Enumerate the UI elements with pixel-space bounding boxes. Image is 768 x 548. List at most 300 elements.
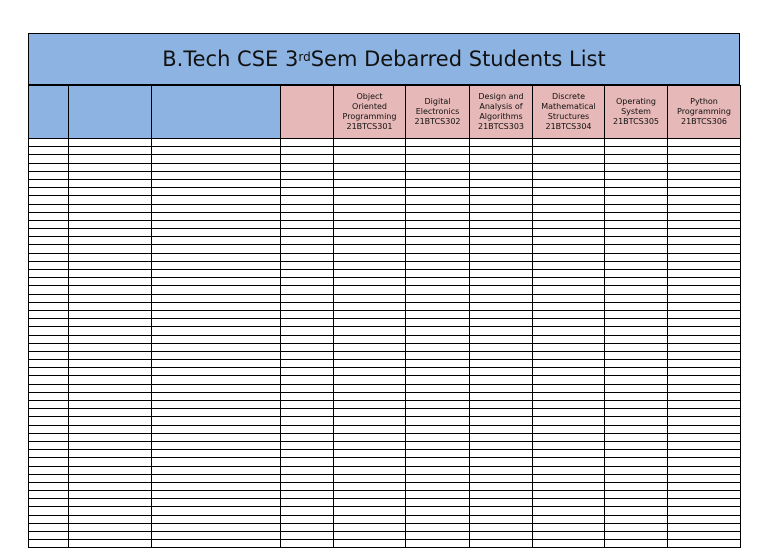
table-cell[interactable] <box>281 343 334 351</box>
table-cell[interactable] <box>406 270 470 278</box>
table-cell[interactable] <box>470 327 533 335</box>
table-cell[interactable] <box>668 270 741 278</box>
table-cell[interactable] <box>334 327 406 335</box>
table-cell[interactable] <box>406 441 470 449</box>
table-cell[interactable] <box>69 155 152 163</box>
table-cell[interactable] <box>605 441 668 449</box>
table-cell[interactable] <box>334 441 406 449</box>
table-cell[interactable] <box>69 147 152 155</box>
table-cell[interactable] <box>605 335 668 343</box>
table-cell[interactable] <box>470 360 533 368</box>
table-cell[interactable] <box>533 491 605 499</box>
table-cell[interactable] <box>69 482 152 490</box>
table-cell[interactable] <box>605 474 668 482</box>
table-cell[interactable] <box>668 229 741 237</box>
table-cell[interactable] <box>29 171 69 179</box>
table-cell[interactable] <box>29 327 69 335</box>
table-cell[interactable] <box>668 196 741 204</box>
table-cell[interactable] <box>533 310 605 318</box>
table-cell[interactable] <box>406 261 470 269</box>
table-cell[interactable] <box>470 270 533 278</box>
table-cell[interactable] <box>152 278 281 286</box>
table-cell[interactable] <box>668 220 741 228</box>
table-cell[interactable] <box>533 294 605 302</box>
table-cell[interactable] <box>533 319 605 327</box>
column-header-5[interactable] <box>406 86 470 139</box>
table-cell[interactable] <box>533 327 605 335</box>
table-cell[interactable] <box>29 147 69 155</box>
table-cell[interactable] <box>470 540 533 548</box>
table-cell[interactable] <box>281 294 334 302</box>
table-cell[interactable] <box>281 409 334 417</box>
table-cell[interactable] <box>69 278 152 286</box>
table-cell[interactable] <box>334 425 406 433</box>
table-cell[interactable] <box>668 466 741 474</box>
table-cell[interactable] <box>334 417 406 425</box>
table-cell[interactable] <box>470 188 533 196</box>
table-cell[interactable] <box>281 302 334 310</box>
table-cell[interactable] <box>470 491 533 499</box>
table-cell[interactable] <box>668 310 741 318</box>
table-cell[interactable] <box>470 237 533 245</box>
table-cell[interactable] <box>281 179 334 187</box>
table-cell[interactable] <box>29 384 69 392</box>
table-cell[interactable] <box>69 392 152 400</box>
table-cell[interactable] <box>470 376 533 384</box>
table-cell[interactable] <box>533 376 605 384</box>
table-cell[interactable] <box>470 392 533 400</box>
table-cell[interactable] <box>281 441 334 449</box>
column-header-3[interactable] <box>281 86 334 139</box>
table-cell[interactable] <box>281 491 334 499</box>
table-cell[interactable] <box>281 523 334 531</box>
table-cell[interactable] <box>406 319 470 327</box>
table-cell[interactable] <box>533 286 605 294</box>
table-cell[interactable] <box>605 310 668 318</box>
table-cell[interactable] <box>605 319 668 327</box>
table-cell[interactable] <box>406 417 470 425</box>
table-cell[interactable] <box>69 474 152 482</box>
table-cell[interactable] <box>533 433 605 441</box>
table-cell[interactable] <box>334 261 406 269</box>
table-cell[interactable] <box>533 499 605 507</box>
table-cell[interactable] <box>281 532 334 540</box>
table-cell[interactable] <box>470 343 533 351</box>
table-cell[interactable] <box>406 360 470 368</box>
table-cell[interactable] <box>69 310 152 318</box>
table-cell[interactable] <box>605 155 668 163</box>
table-cell[interactable] <box>533 392 605 400</box>
table-cell[interactable] <box>29 458 69 466</box>
table-cell[interactable] <box>334 212 406 220</box>
table-cell[interactable] <box>334 376 406 384</box>
table-cell[interactable] <box>605 163 668 171</box>
table-cell[interactable] <box>334 540 406 548</box>
table-cell[interactable] <box>533 171 605 179</box>
table-cell[interactable] <box>406 163 470 171</box>
table-cell[interactable] <box>152 499 281 507</box>
table-cell[interactable] <box>281 245 334 253</box>
table-cell[interactable] <box>152 229 281 237</box>
table-cell[interactable] <box>406 523 470 531</box>
table-cell[interactable] <box>152 482 281 490</box>
table-cell[interactable] <box>29 392 69 400</box>
table-cell[interactable] <box>29 507 69 515</box>
table-cell[interactable] <box>470 220 533 228</box>
table-cell[interactable] <box>605 376 668 384</box>
table-cell[interactable] <box>334 433 406 441</box>
table-cell[interactable] <box>29 179 69 187</box>
table-cell[interactable] <box>605 523 668 531</box>
table-cell[interactable] <box>281 351 334 359</box>
table-cell[interactable] <box>668 491 741 499</box>
table-cell[interactable] <box>406 532 470 540</box>
table-cell[interactable] <box>470 196 533 204</box>
column-header-6[interactable] <box>470 86 533 139</box>
table-cell[interactable] <box>152 368 281 376</box>
table-cell[interactable] <box>406 384 470 392</box>
table-cell[interactable] <box>406 392 470 400</box>
table-cell[interactable] <box>470 368 533 376</box>
table-cell[interactable] <box>334 302 406 310</box>
table-cell[interactable] <box>470 278 533 286</box>
table-cell[interactable] <box>281 204 334 212</box>
table-cell[interactable] <box>69 253 152 261</box>
table-cell[interactable] <box>668 286 741 294</box>
table-cell[interactable] <box>533 139 605 147</box>
table-cell[interactable] <box>281 466 334 474</box>
table-cell[interactable] <box>406 458 470 466</box>
table-cell[interactable] <box>605 499 668 507</box>
table-cell[interactable] <box>533 507 605 515</box>
table-cell[interactable] <box>334 450 406 458</box>
table-cell[interactable] <box>334 515 406 523</box>
table-cell[interactable] <box>334 245 406 253</box>
table-cell[interactable] <box>668 351 741 359</box>
table-cell[interactable] <box>470 466 533 474</box>
column-header-0[interactable] <box>29 86 69 139</box>
table-cell[interactable] <box>334 270 406 278</box>
table-cell[interactable] <box>406 278 470 286</box>
table-cell[interactable] <box>533 253 605 261</box>
table-cell[interactable] <box>29 310 69 318</box>
table-cell[interactable] <box>69 237 152 245</box>
table-cell[interactable] <box>69 409 152 417</box>
table-cell[interactable] <box>152 155 281 163</box>
table-cell[interactable] <box>668 507 741 515</box>
table-cell[interactable] <box>605 278 668 286</box>
table-cell[interactable] <box>69 351 152 359</box>
table-cell[interactable] <box>69 540 152 548</box>
table-cell[interactable] <box>69 515 152 523</box>
table-cell[interactable] <box>668 450 741 458</box>
table-cell[interactable] <box>605 401 668 409</box>
table-cell[interactable] <box>29 286 69 294</box>
table-cell[interactable] <box>605 384 668 392</box>
table-cell[interactable] <box>533 261 605 269</box>
table-cell[interactable] <box>334 163 406 171</box>
table-cell[interactable] <box>470 409 533 417</box>
table-cell[interactable] <box>29 540 69 548</box>
table-cell[interactable] <box>533 409 605 417</box>
table-cell[interactable] <box>605 466 668 474</box>
table-cell[interactable] <box>470 474 533 482</box>
table-cell[interactable] <box>69 384 152 392</box>
table-cell[interactable] <box>334 523 406 531</box>
table-cell[interactable] <box>533 196 605 204</box>
table-cell[interactable] <box>69 417 152 425</box>
table-cell[interactable] <box>69 245 152 253</box>
table-cell[interactable] <box>406 425 470 433</box>
table-cell[interactable] <box>470 319 533 327</box>
table-cell[interactable] <box>69 212 152 220</box>
table-cell[interactable] <box>334 351 406 359</box>
table-cell[interactable] <box>470 417 533 425</box>
table-cell[interactable] <box>69 499 152 507</box>
table-cell[interactable] <box>668 368 741 376</box>
table-cell[interactable] <box>470 515 533 523</box>
table-cell[interactable] <box>152 220 281 228</box>
table-cell[interactable] <box>69 261 152 269</box>
table-cell[interactable] <box>152 540 281 548</box>
table-cell[interactable] <box>281 515 334 523</box>
table-cell[interactable] <box>152 188 281 196</box>
table-cell[interactable] <box>406 253 470 261</box>
table-cell[interactable] <box>668 532 741 540</box>
table-cell[interactable] <box>668 261 741 269</box>
table-cell[interactable] <box>29 368 69 376</box>
table-cell[interactable] <box>406 171 470 179</box>
table-cell[interactable] <box>334 458 406 466</box>
table-cell[interactable] <box>152 441 281 449</box>
table-cell[interactable] <box>406 147 470 155</box>
table-cell[interactable] <box>334 155 406 163</box>
table-cell[interactable] <box>470 179 533 187</box>
table-cell[interactable] <box>334 368 406 376</box>
table-cell[interactable] <box>533 220 605 228</box>
table-cell[interactable] <box>69 270 152 278</box>
table-cell[interactable] <box>334 139 406 147</box>
table-cell[interactable] <box>152 376 281 384</box>
table-cell[interactable] <box>334 466 406 474</box>
table-cell[interactable] <box>152 523 281 531</box>
table-cell[interactable] <box>281 261 334 269</box>
table-cell[interactable] <box>470 147 533 155</box>
table-cell[interactable] <box>668 212 741 220</box>
table-cell[interactable] <box>334 278 406 286</box>
table-cell[interactable] <box>29 196 69 204</box>
table-cell[interactable] <box>605 392 668 400</box>
table-cell[interactable] <box>406 482 470 490</box>
table-cell[interactable] <box>152 179 281 187</box>
table-cell[interactable] <box>470 401 533 409</box>
table-cell[interactable] <box>334 253 406 261</box>
table-cell[interactable] <box>605 245 668 253</box>
table-cell[interactable] <box>281 450 334 458</box>
table-cell[interactable] <box>406 499 470 507</box>
table-cell[interactable] <box>470 384 533 392</box>
table-cell[interactable] <box>605 482 668 490</box>
table-cell[interactable] <box>605 253 668 261</box>
table-cell[interactable] <box>281 327 334 335</box>
table-cell[interactable] <box>406 196 470 204</box>
table-cell[interactable] <box>533 474 605 482</box>
table-cell[interactable] <box>152 319 281 327</box>
table-cell[interactable] <box>69 302 152 310</box>
table-cell[interactable] <box>605 458 668 466</box>
table-cell[interactable] <box>406 155 470 163</box>
table-cell[interactable] <box>406 294 470 302</box>
table-cell[interactable] <box>281 171 334 179</box>
table-cell[interactable] <box>29 270 69 278</box>
table-cell[interactable] <box>533 335 605 343</box>
table-cell[interactable] <box>152 474 281 482</box>
table-cell[interactable] <box>29 155 69 163</box>
column-header-1[interactable] <box>69 86 152 139</box>
table-cell[interactable] <box>281 540 334 548</box>
table-cell[interactable] <box>281 458 334 466</box>
table-cell[interactable] <box>533 212 605 220</box>
table-cell[interactable] <box>152 351 281 359</box>
table-cell[interactable] <box>668 302 741 310</box>
table-cell[interactable] <box>152 212 281 220</box>
table-cell[interactable] <box>69 360 152 368</box>
table-cell[interactable] <box>152 270 281 278</box>
table-cell[interactable] <box>281 155 334 163</box>
table-cell[interactable] <box>668 523 741 531</box>
table-cell[interactable] <box>29 523 69 531</box>
table-cell[interactable] <box>533 523 605 531</box>
column-header-9[interactable] <box>668 86 741 139</box>
table-cell[interactable] <box>334 196 406 204</box>
table-cell[interactable] <box>334 147 406 155</box>
table-cell[interactable] <box>152 417 281 425</box>
table-cell[interactable] <box>29 188 69 196</box>
table-cell[interactable] <box>406 507 470 515</box>
table-cell[interactable] <box>605 286 668 294</box>
table-cell[interactable] <box>152 360 281 368</box>
table-cell[interactable] <box>470 450 533 458</box>
table-cell[interactable] <box>605 425 668 433</box>
table-cell[interactable] <box>152 425 281 433</box>
table-cell[interactable] <box>470 433 533 441</box>
table-cell[interactable] <box>406 229 470 237</box>
table-cell[interactable] <box>533 302 605 310</box>
table-cell[interactable] <box>29 319 69 327</box>
table-cell[interactable] <box>69 376 152 384</box>
table-cell[interactable] <box>605 327 668 335</box>
table-cell[interactable] <box>334 319 406 327</box>
table-cell[interactable] <box>533 441 605 449</box>
table-cell[interactable] <box>69 491 152 499</box>
table-cell[interactable] <box>668 179 741 187</box>
table-cell[interactable] <box>605 368 668 376</box>
table-cell[interactable] <box>334 294 406 302</box>
table-cell[interactable] <box>605 433 668 441</box>
table-cell[interactable] <box>668 253 741 261</box>
table-cell[interactable] <box>470 351 533 359</box>
table-cell[interactable] <box>334 286 406 294</box>
table-cell[interactable] <box>29 474 69 482</box>
table-cell[interactable] <box>152 392 281 400</box>
table-cell[interactable] <box>152 507 281 515</box>
table-cell[interactable] <box>668 204 741 212</box>
table-cell[interactable] <box>334 384 406 392</box>
table-cell[interactable] <box>668 376 741 384</box>
table-cell[interactable] <box>281 507 334 515</box>
table-cell[interactable] <box>152 253 281 261</box>
table-cell[interactable] <box>668 335 741 343</box>
table-cell[interactable] <box>29 417 69 425</box>
table-cell[interactable] <box>470 286 533 294</box>
table-cell[interactable] <box>69 441 152 449</box>
table-cell[interactable] <box>668 171 741 179</box>
table-cell[interactable] <box>668 417 741 425</box>
table-cell[interactable] <box>281 286 334 294</box>
table-cell[interactable] <box>668 482 741 490</box>
table-cell[interactable] <box>605 294 668 302</box>
table-cell[interactable] <box>668 540 741 548</box>
table-cell[interactable] <box>406 450 470 458</box>
table-cell[interactable] <box>470 245 533 253</box>
table-cell[interactable] <box>29 237 69 245</box>
table-cell[interactable] <box>69 163 152 171</box>
table-cell[interactable] <box>470 310 533 318</box>
table-cell[interactable] <box>69 532 152 540</box>
table-cell[interactable] <box>29 261 69 269</box>
table-cell[interactable] <box>470 458 533 466</box>
table-cell[interactable] <box>152 466 281 474</box>
table-cell[interactable] <box>69 450 152 458</box>
table-cell[interactable] <box>668 401 741 409</box>
table-cell[interactable] <box>406 327 470 335</box>
table-cell[interactable] <box>406 335 470 343</box>
table-cell[interactable] <box>470 163 533 171</box>
table-cell[interactable] <box>29 294 69 302</box>
table-cell[interactable] <box>668 474 741 482</box>
table-cell[interactable] <box>470 532 533 540</box>
table-cell[interactable] <box>281 237 334 245</box>
table-cell[interactable] <box>668 343 741 351</box>
table-cell[interactable] <box>281 392 334 400</box>
table-cell[interactable] <box>281 253 334 261</box>
table-cell[interactable] <box>470 212 533 220</box>
table-cell[interactable] <box>605 139 668 147</box>
table-cell[interactable] <box>69 188 152 196</box>
table-cell[interactable] <box>668 245 741 253</box>
table-cell[interactable] <box>605 188 668 196</box>
table-cell[interactable] <box>668 433 741 441</box>
table-cell[interactable] <box>152 237 281 245</box>
table-cell[interactable] <box>29 302 69 310</box>
table-cell[interactable] <box>29 229 69 237</box>
table-cell[interactable] <box>668 360 741 368</box>
table-cell[interactable] <box>152 384 281 392</box>
table-cell[interactable] <box>533 425 605 433</box>
table-cell[interactable] <box>668 458 741 466</box>
table-cell[interactable] <box>605 507 668 515</box>
table-cell[interactable] <box>533 466 605 474</box>
table-cell[interactable] <box>29 491 69 499</box>
table-cell[interactable] <box>152 163 281 171</box>
table-cell[interactable] <box>152 261 281 269</box>
table-cell[interactable] <box>152 327 281 335</box>
table-cell[interactable] <box>69 319 152 327</box>
table-cell[interactable] <box>533 229 605 237</box>
table-cell[interactable] <box>69 507 152 515</box>
table-cell[interactable] <box>406 220 470 228</box>
table-cell[interactable] <box>470 155 533 163</box>
